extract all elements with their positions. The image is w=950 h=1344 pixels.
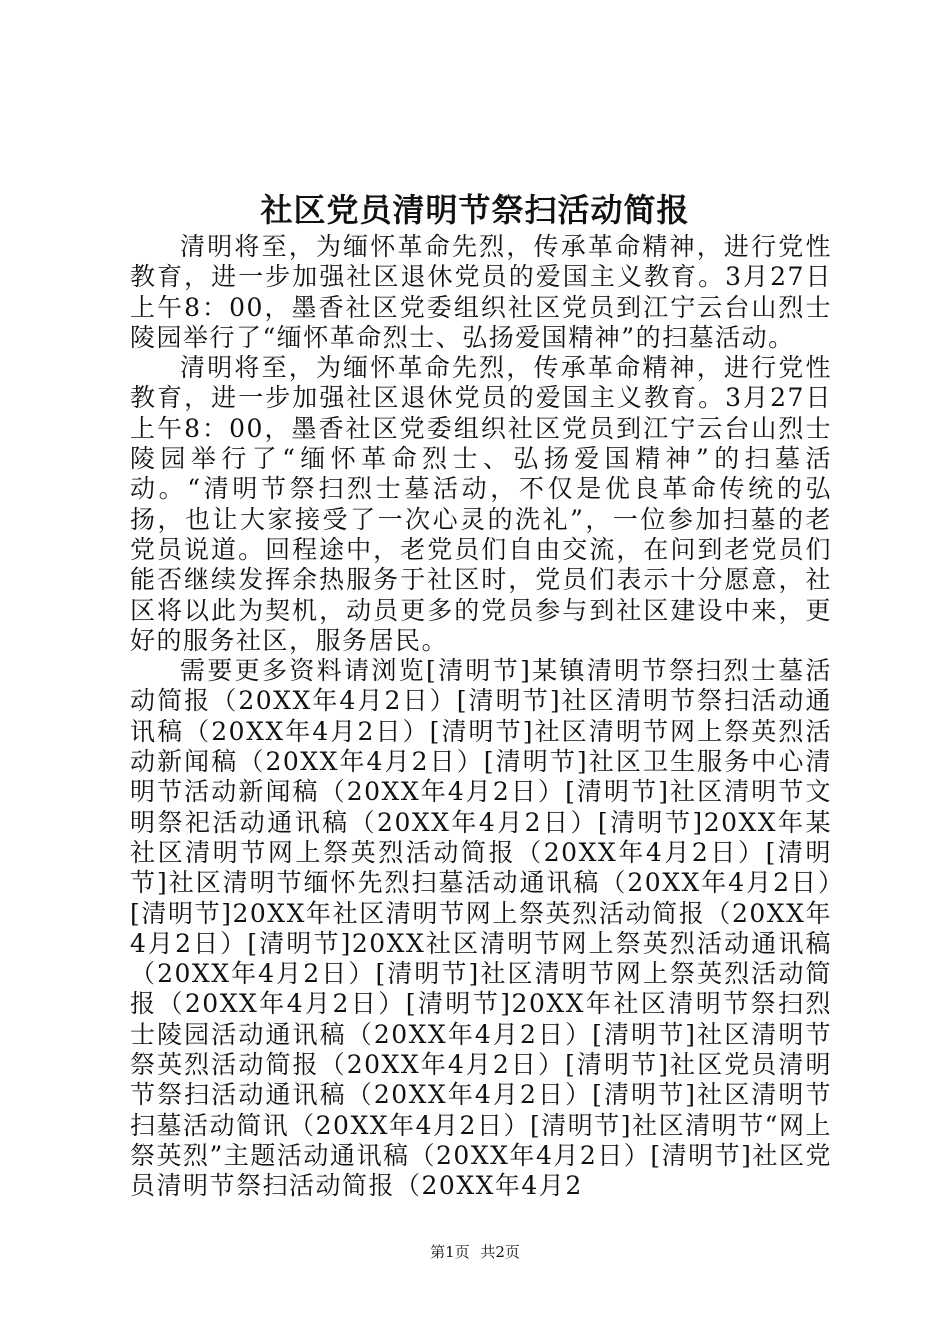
paragraph-intro: 清明将至，为缅怀革命先烈，传承革命精神，进行党性教育，进一步加强社区退休党员的爱国主义教育。3月27日上午8：00，墨香社区党委组织社区党员到江宁云台山烈士陵园举行了“缅怀革命烈士、弘扬爱国精神”的扫墓活动。 [130,232,832,352]
document-title: 社区党员清明节祭扫活动简报 [260,191,690,229]
page-footer [0,1240,950,1264]
paragraph-more-resources: 需要更多资料请浏览[清明节]某镇清明节祭扫烈士墓活动简报（20XX年4月2日）[清明节]社区清明节祭扫活动通讯稿（20XX年4月2日）[清明节]社区清明节网上祭英烈活动新闻稿（20XX年4月2日）[清明节]社区卫生服务中心清明节活动新闻稿（20XX年4月2日）[清明节]社区清明节文明祭祀活动通讯稿（20XX年4月2日）[清明节]20XX年某社区清明节网上祭英烈活动简报（20XX年4月2日）[清明节]社区清明节缅怀先烈扫墓活动通讯稿（20XX年4月2日）[清明节]20XX年社区清明节网上祭英烈活动简报（20XX年4月2日）[清明节]20XX社区清明节网上祭英烈活动通讯稿（20XX年4月2日）[清明节]社区清明节网上祭英烈活动简报（20XX年4月2日）[清明节]20XX年社区清明节祭扫烈士陵园活动通讯稿（20XX年4月2日）[清明节]社区清明节祭英烈活动简报（20XX年4月2日）[清明节]社区党员清明节祭扫活动通讯稿（20XX年4月2日）[清明节]社区清明节扫墓活动简讯（20XX年4月2日）[清明节]社区清明节“网上祭英烈”主题活动通讯稿（20XX年4月2日）[清明节]社区党员清明节祭扫活动简报（20XX年4月2 [130,656,832,1201]
document-body [130,232,832,1202]
page-total: 共2页 [480,1243,520,1261]
page-number: 第1页 [430,1243,470,1261]
paragraph-main: 清明将至，为缅怀革命先烈，传承革命精神，进行党性教育，进一步加强社区退休党员的爱国主义教育。3月27日上午8：00，墨香社区党委组织社区党员到江宁云台山烈士陵园举行了“缅怀革命烈士、弘扬爱国精神”的扫墓活动。“清明节祭扫烈士墓活动，不仅是优良革命传统的弘扬，也让大家接受了一次心灵的洗礼”，一位参加扫墓的老党员说道。回程途中，老党员们自由交流，在问到老党员们能否继续发挥余热服务于社区时，党员们表示十分愿意，社区将以此为契机，动员更多的党员参与到社区建设中来，更好的服务社区，服务居民。 [130,353,832,655]
